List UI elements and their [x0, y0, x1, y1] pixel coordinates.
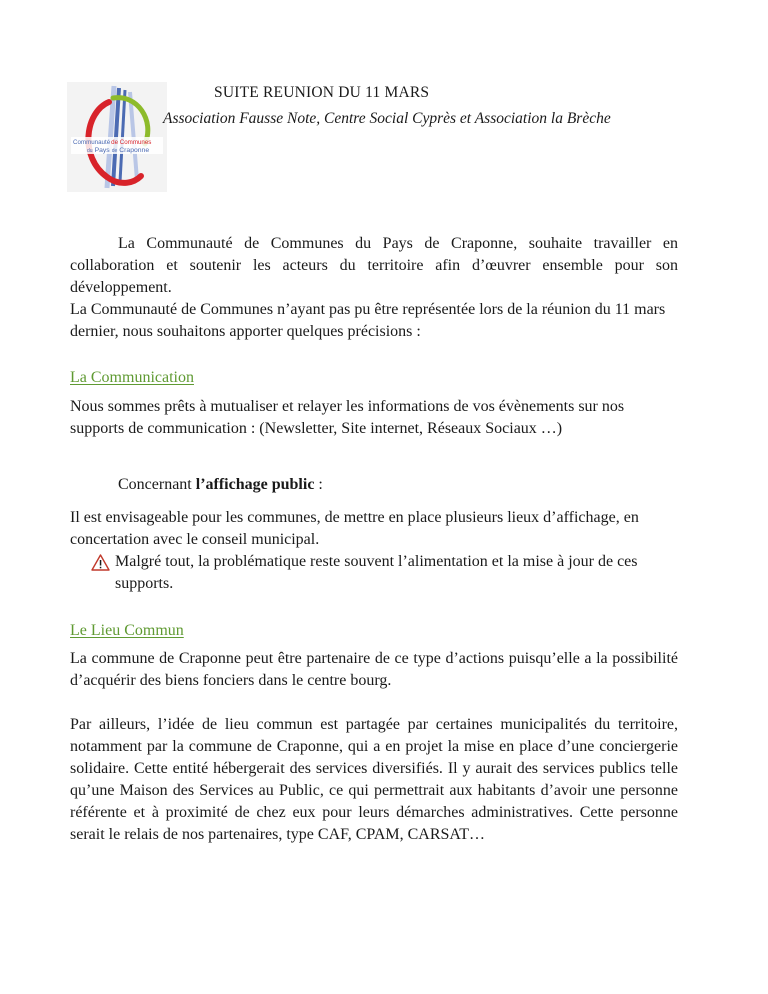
- logo-text-line1: Communautéde Communes: [73, 139, 152, 146]
- section-heading-lieu-commun: Le Lieu Commun: [70, 622, 184, 639]
- lieu-paragraph-2: Par ailleurs, l’idée de lieu commun est partagée par certaines municipalités du territoire, notamment par la commune de Craponne, qui a en projet la mise en place d’une conciergerie solidaire. Cette entité hébergerait des services diversifiés. Il y aurait des services publics telle qu’une Maison des Services au Public, ce qui permettrait aux habitants d’avoir une personne référente et à proximité de chez eux pour leurs démarches administratives. Cette personne serait le relais de nos partenaires, type CAF, CPAM, CARSAT…: [70, 716, 678, 843]
- logo-text-line2: du Pays de Craponne: [87, 147, 150, 154]
- communication-paragraph-2: Il est envisageable pour les communes, de mettre en place plusieurs lieux d’affichage, en concertation avec le conseil municipal.: [70, 509, 639, 548]
- section-heading-communication: La Communication: [70, 369, 194, 386]
- intro-paragraph-2: La Communauté de Communes n’ayant pas pu être représentée lors de la réunion du 11 mars dernier, nous souhaitons apporter quelques précisions :: [70, 301, 666, 340]
- concernant-line: [118, 474, 678, 496]
- concernant-suffix: :: [314, 476, 323, 493]
- warning-note: [91, 551, 679, 595]
- lieu-paragraph-1: La commune de Craponne peut être partenaire de ce type d’actions puisqu’elle a la possibilité d’acquérir des biens fonciers dans le centre bourg.: [70, 650, 678, 689]
- communaute-communes-logo: [67, 82, 167, 192]
- intro-paragraph-1: La Communauté de Communes du Pays de Craponne, souhaite travailler en collaboration et soutenir les acteurs du territoire afin d’œuvrer ensemble pour son développement.: [70, 235, 678, 296]
- document-title: SUITE REUNION DU 11 MARS: [214, 84, 430, 101]
- document-subtitle: Association Fausse Note, Centre Social Cyprès et Association la Brèche: [163, 110, 611, 127]
- communication-paragraph-1: Nous sommes prêts à mutualiser et relayer les informations de vos évènements sur nos supports de communication : (Newsletter, Site internet, Réseaux Sociaux …): [70, 398, 625, 437]
- affichage-public-bold: l’affichage public: [195, 476, 315, 493]
- warning-text: Malgré tout, la problématique reste souvent l’alimentation et la mise à jour de ces supports.: [115, 553, 638, 592]
- concernant-prefix: Concernant: [118, 476, 196, 493]
- warning-triangle-icon: [91, 554, 110, 571]
